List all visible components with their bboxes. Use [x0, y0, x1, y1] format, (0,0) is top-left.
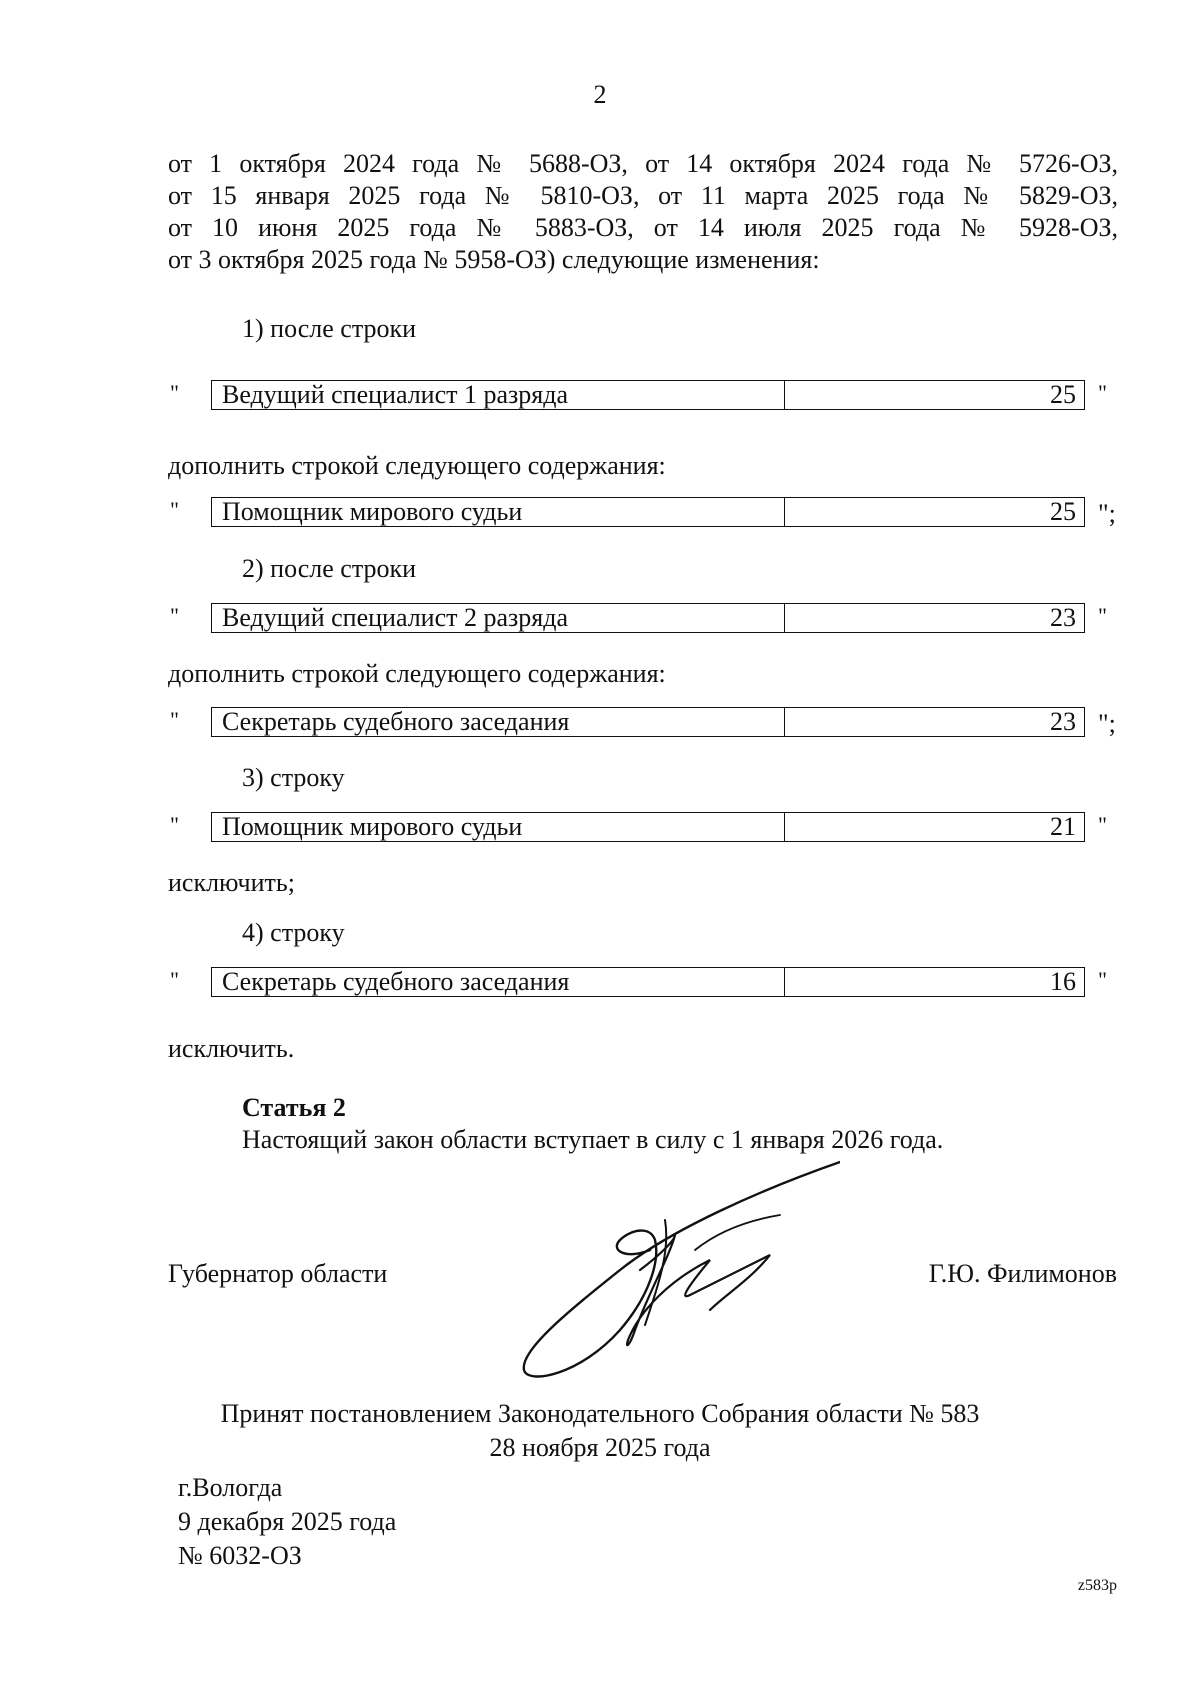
- document-code: z583p: [1077, 1577, 1117, 1594]
- position-table: [211, 707, 1085, 737]
- close-quote: ": [1098, 967, 1107, 992]
- open-quote: ": [170, 380, 179, 405]
- intro-line: от 15 января 2025 года № 5810-ОЗ, от 11 марта 2025 года № 5829-ОЗ,: [168, 181, 1118, 210]
- value-cell: 25: [1050, 380, 1076, 409]
- close-quote: ";: [1098, 709, 1116, 738]
- position-table: [211, 380, 1085, 410]
- position-table: [211, 967, 1085, 997]
- open-quote: ": [170, 707, 179, 732]
- supplement-text: дополнить строкой следующего содержания:: [168, 659, 666, 688]
- exclude-text: исключить.: [168, 1034, 295, 1063]
- intro-line: от 1 октября 2024 года № 5688-ОЗ, от 14 октября 2024 года № 5726-ОЗ,: [168, 149, 1118, 178]
- adoption-line-2: 28 ноября 2025 года: [489, 1433, 711, 1462]
- law-number: № 6032-ОЗ: [178, 1541, 302, 1570]
- position-cell: Ведущий специалист 1 разряда: [212, 381, 785, 409]
- close-quote: ": [1098, 380, 1107, 405]
- intro-line: от 10 июня 2025 года № 5883-ОЗ, от 14 июля 2025 года № 5928-ОЗ,: [168, 213, 1118, 242]
- intro-paragraph: [168, 148, 1118, 276]
- position-table: [211, 603, 1085, 633]
- value-cell: 16: [1050, 967, 1076, 996]
- value-cell: 25: [1050, 497, 1076, 526]
- position-cell: Помощник мирового судьи: [212, 498, 785, 526]
- position-table: [211, 497, 1085, 527]
- position-cell: Помощник мирового судьи: [212, 813, 785, 841]
- city: г.Вологда: [178, 1473, 283, 1502]
- item-2-heading: 2) после строки: [242, 554, 417, 583]
- article-text: Настоящий закон области вступает в силу с 1 января 2026 года.: [242, 1125, 944, 1154]
- table-row: [168, 497, 1128, 531]
- table-row: [168, 380, 1128, 414]
- open-quote: ": [170, 603, 179, 628]
- close-quote: ": [1098, 603, 1107, 628]
- signatory-name: Г.Ю. Филимонов: [928, 1259, 1117, 1288]
- handwritten-signature: [510, 1160, 840, 1380]
- close-quote: ": [1098, 812, 1107, 837]
- position-cell: Ведущий специалист 2 разряда: [212, 604, 785, 632]
- position-table: [211, 812, 1085, 842]
- table-row: [168, 812, 1128, 846]
- open-quote: ": [170, 967, 179, 992]
- intro-line: от 3 октября 2025 года № 5958-ОЗ) следующие изменения:: [168, 245, 820, 274]
- table-row: [168, 707, 1128, 741]
- exclude-text: исключить;: [168, 868, 295, 897]
- item-1-heading: 1) после строки: [242, 314, 417, 343]
- open-quote: ": [170, 812, 179, 837]
- value-cell: 21: [1050, 812, 1076, 841]
- page-number: 2: [593, 80, 607, 109]
- table-row: [168, 967, 1128, 1001]
- item-4-heading: 4) строку: [242, 918, 345, 947]
- table-row: [168, 603, 1128, 637]
- supplement-text: дополнить строкой следующего содержания:: [168, 451, 666, 480]
- position-cell: Секретарь судебного заседания: [212, 708, 785, 736]
- adoption-line-1: Принят постановлением Законодательного Собрания области № 583: [220, 1399, 980, 1428]
- value-cell: 23: [1050, 603, 1076, 632]
- value-cell: 23: [1050, 707, 1076, 736]
- signatory-role: Губернатор области: [168, 1259, 388, 1288]
- article-title: Статья 2: [242, 1093, 346, 1122]
- signing-date: 9 декабря 2025 года: [178, 1507, 397, 1536]
- open-quote: ": [170, 497, 179, 522]
- position-cell: Секретарь судебного заседания: [212, 968, 785, 996]
- item-3-heading: 3) строку: [242, 763, 345, 792]
- close-quote: ";: [1098, 499, 1116, 528]
